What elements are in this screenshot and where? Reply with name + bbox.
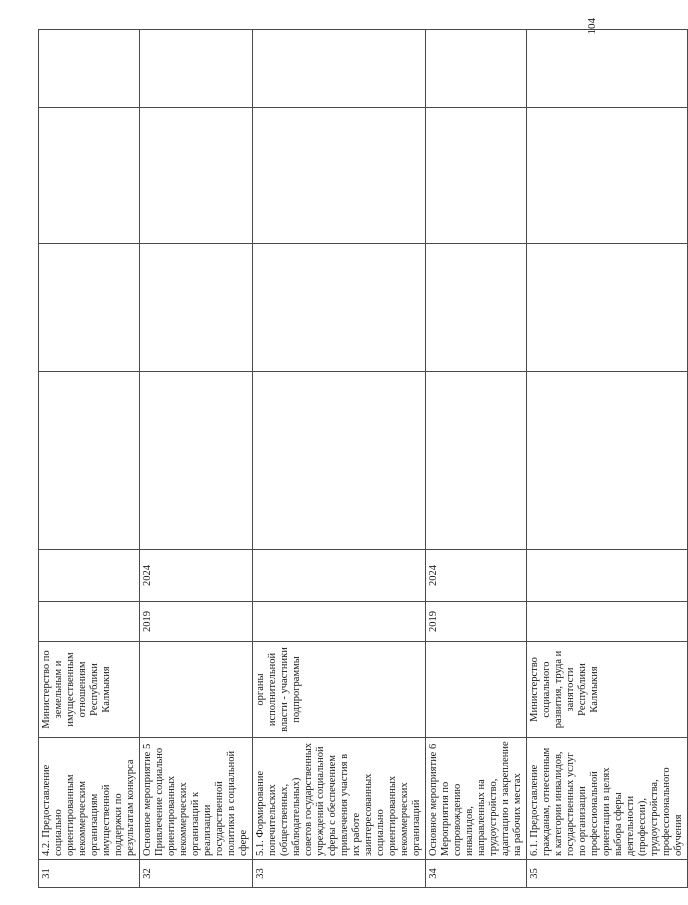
empty-cell (527, 244, 688, 372)
empty-cell (426, 372, 527, 550)
event-name: Основное мероприятие 5 Привлечение социально ориентированных некоммерческих организаций к реализации государственной политики в социальной сфере (140, 738, 253, 860)
empty-cell (426, 30, 527, 108)
empty-cell (527, 30, 688, 108)
empty-cell (39, 108, 140, 244)
empty-cell (253, 108, 426, 244)
event-name: 5.1. Формирование попечительских (общественных, наблюдательных) советов государственных учреждений социальной сферы с обеспечением привлечения участия в их работе заинтересованных социально ориентированных некоммерческих организаций (253, 738, 426, 860)
responsible-executor (140, 642, 253, 738)
end-year: 2024 (426, 550, 527, 602)
empty-cell (140, 372, 253, 550)
responsible-executor: Министерство социального развития, труда и занятости Республики Калмыкия (527, 642, 688, 738)
table-row (39, 30, 140, 888)
empty-cell (39, 244, 140, 372)
row-number: 34 (426, 860, 527, 888)
rotated-table-wrapper (38, 30, 684, 888)
empty-cell (253, 372, 426, 550)
end-year (527, 550, 688, 602)
event-name: Основное мероприятие 6 Мероприятия по сопровождению инвалидов, направленных на трудоустройство, адаптацию и закрепление на рабочих местах (426, 738, 527, 860)
end-year (39, 550, 140, 602)
table-row (253, 30, 426, 888)
row-number: 35 (527, 860, 688, 888)
responsible-executor: Министерство по земельным и имущественным отношениям Республики Калмыкия (39, 642, 140, 738)
empty-cell (426, 244, 527, 372)
start-year (253, 602, 426, 642)
table-row (527, 30, 688, 888)
row-number: 33 (253, 860, 426, 888)
empty-cell (527, 372, 688, 550)
empty-cell (140, 108, 253, 244)
event-name: 6.1. Предоставление гражданам, отнесенным к категории инвалидов, государственных услуг по организации профессиональной ориентации в целях выбора сферы деятельности (профессии), трудоустройства, профессионального обучения (527, 738, 688, 860)
start-year: 2019 (140, 602, 253, 642)
end-year (253, 550, 426, 602)
empty-cell (39, 30, 140, 108)
empty-cell (140, 30, 253, 108)
empty-cell (39, 372, 140, 550)
empty-cell (527, 108, 688, 244)
row-number: 31 (39, 860, 140, 888)
responsible-executor (426, 642, 527, 738)
empty-cell (140, 244, 253, 372)
table-row (140, 30, 253, 888)
empty-cell (426, 108, 527, 244)
start-year: 2019 (426, 602, 527, 642)
table-row (426, 30, 527, 888)
start-year (527, 602, 688, 642)
empty-cell (253, 244, 426, 372)
row-number: 32 (140, 860, 253, 888)
page-number: 104 (586, 18, 598, 35)
empty-cell (253, 30, 426, 108)
responsible-executor: органы исполнительной власти - участники подпрограммы (253, 642, 426, 738)
start-year (39, 602, 140, 642)
end-year: 2024 (140, 550, 253, 602)
program-table (38, 29, 688, 888)
event-name: 4.2. Предоставление социально ориентированным некоммерческим организациям имущественной поддержки по результатам конкурса (39, 738, 140, 860)
